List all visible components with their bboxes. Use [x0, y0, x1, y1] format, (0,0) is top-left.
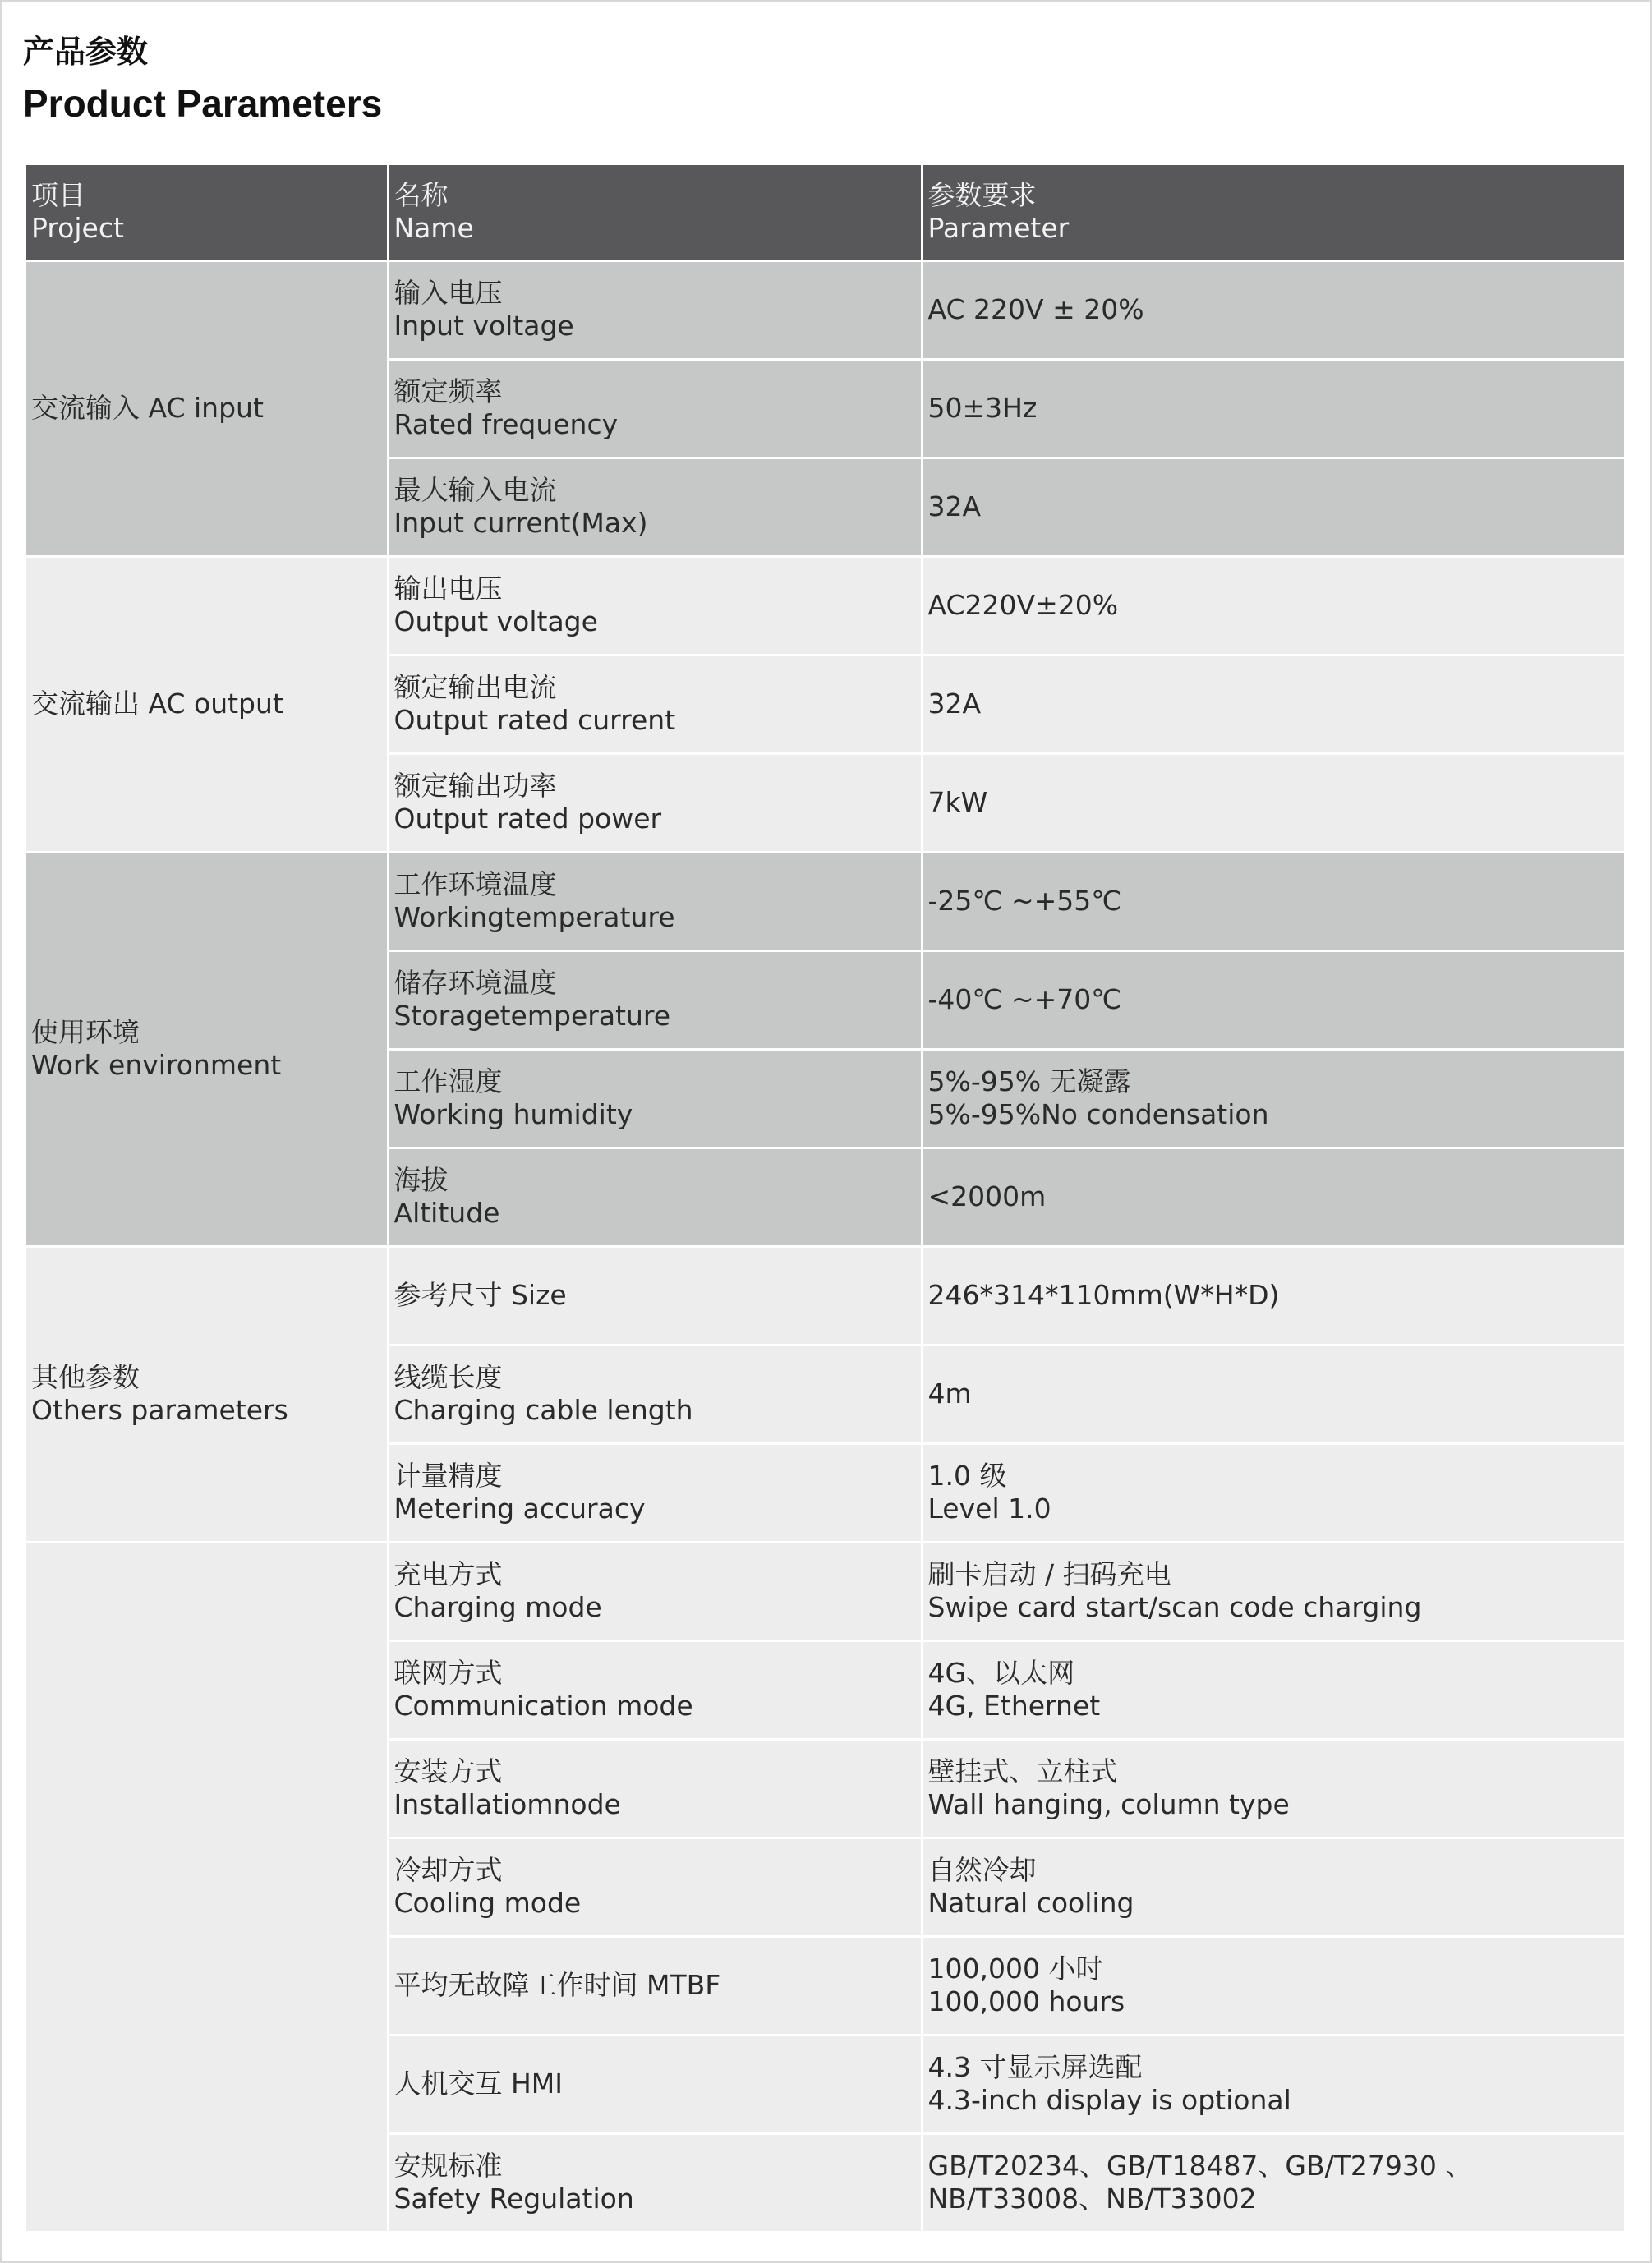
parameter-value: Level 1.0 — [927, 1493, 1051, 1525]
parameter-value-cell — [922, 1739, 1624, 1838]
parameter-name: 额定频率 — [393, 375, 503, 407]
parameter-name: Output rated power — [393, 803, 662, 835]
parameter-value-cell — [922, 753, 1624, 852]
parameter-name-cell — [388, 2035, 922, 2133]
table-row — [26, 1246, 1624, 1345]
parameter-value-cell — [922, 260, 1624, 359]
parameter-name-cell — [388, 2133, 922, 2232]
category-cell — [26, 260, 388, 556]
parameter-name: Working humidity — [393, 1098, 633, 1130]
parameter-value: 刷卡启动 / 扫码充电 — [927, 1558, 1171, 1590]
parameter-name: Output rated current — [393, 704, 676, 736]
parameter-name: 最大输入电流 — [393, 474, 557, 506]
column-header-label-cn: 名称 — [393, 179, 449, 212]
parameter-name-cell — [388, 1542, 922, 1640]
parameter-value-cell — [922, 1936, 1624, 2035]
parameter-value-cell — [922, 1246, 1624, 1345]
parameter-name: Input current(Max) — [393, 507, 648, 539]
parameter-name: 联网方式 — [393, 1657, 503, 1689]
parameter-value-cell — [922, 556, 1624, 655]
parameter-value: 4G, Ethernet — [927, 1690, 1101, 1722]
parameter-name-cell — [388, 1838, 922, 1936]
parameter-value-cell — [922, 1148, 1624, 1246]
parameter-name-cell — [388, 1148, 922, 1246]
column-header-name — [388, 165, 922, 260]
parameter-name: 海拔 — [393, 1164, 449, 1196]
table-row — [26, 556, 1624, 655]
parameter-value: 5%-95% 无凝露 — [927, 1065, 1131, 1097]
parameter-name: 冷却方式 — [393, 1854, 503, 1886]
category-cell — [26, 556, 388, 852]
parameter-value: 壁挂式、立柱式 — [927, 1755, 1118, 1787]
parameter-name: 额定输出电流 — [393, 671, 557, 703]
category-label: 其他参数 — [31, 1361, 140, 1393]
column-header-label-cn: 参数要求 — [927, 179, 1037, 212]
parameter-value-cell — [922, 2133, 1624, 2232]
parameter-name: Charging cable length — [393, 1394, 693, 1426]
parameter-value: Swipe card start/scan code charging — [927, 1591, 1422, 1623]
parameter-name-cell — [388, 1246, 922, 1345]
parameter-value: 4.3 寸显示屏选配 — [927, 2051, 1143, 2083]
category-label: 交流输出 AC output — [31, 688, 283, 720]
parameter-name: Storagetemperature — [393, 1000, 671, 1032]
column-header-label-en: Name — [393, 212, 474, 245]
parameter-name: 输入电压 — [393, 277, 503, 309]
parameter-name: 平均无故障工作时间 MTBF — [393, 1969, 721, 2001]
parameter-name: 额定输出功率 — [393, 770, 557, 802]
category-label: Work environment — [31, 1049, 282, 1081]
parameter-value: 4m — [927, 1378, 972, 1410]
parameter-name: 储存环境温度 — [393, 967, 557, 999]
parameter-name: 计量精度 — [393, 1460, 503, 1492]
parameter-value-cell — [922, 359, 1624, 458]
table-row — [26, 260, 1624, 359]
category-cell — [26, 1542, 388, 2232]
parameter-value: AC220V±20% — [927, 589, 1119, 621]
parameter-name-cell — [388, 852, 922, 950]
parameter-name: Workingtemperature — [393, 901, 675, 933]
parameter-value-cell — [922, 1049, 1624, 1148]
parameter-name-cell — [388, 753, 922, 852]
parameter-value-cell — [922, 1443, 1624, 1542]
parameter-name: Input voltage — [393, 310, 574, 342]
parameter-value: Natural cooling — [927, 1887, 1134, 1919]
parameter-name-cell — [388, 1640, 922, 1739]
parameter-name-cell — [388, 655, 922, 753]
category-label: 使用环境 — [31, 1016, 140, 1048]
category-label: Others parameters — [31, 1394, 288, 1426]
parameter-name: 安装方式 — [393, 1755, 503, 1787]
parameter-name: Communication mode — [393, 1690, 693, 1722]
parameter-value: 50±3Hz — [927, 392, 1038, 424]
parameter-value: GB/T20234、GB/T18487、GB/T27930 、 — [927, 2150, 1473, 2182]
parameter-name-cell — [388, 1443, 922, 1542]
parameter-name: Charging mode — [393, 1591, 602, 1623]
parameter-value: 7kW — [927, 786, 988, 818]
parameter-value: NB/T33008、NB/T33002 — [927, 2183, 1257, 2215]
parameter-name: 工作湿度 — [393, 1065, 503, 1097]
parameter-name: 安规标准 — [393, 2150, 503, 2182]
column-header-label-cn: 项目 — [31, 179, 85, 212]
parameter-value: AC 220V ± 20% — [927, 293, 1144, 325]
parameter-value: 100,000 小时 — [927, 1953, 1103, 1985]
parameter-name: 充电方式 — [393, 1558, 503, 1590]
parameter-name: 输出电压 — [393, 573, 503, 605]
parameter-name: 工作环境温度 — [393, 868, 557, 900]
parameter-value-cell — [922, 655, 1624, 753]
parameter-value-cell — [922, 458, 1624, 556]
parameter-name: Cooling mode — [393, 1887, 582, 1919]
table-header-row — [26, 165, 1624, 260]
parameter-name: Rated frequency — [393, 408, 619, 440]
parameter-name-cell — [388, 556, 922, 655]
parameter-value-cell — [922, 950, 1624, 1049]
parameter-name: Safety Regulation — [393, 2183, 634, 2215]
parameter-name-cell — [388, 1049, 922, 1148]
parameter-name: Output voltage — [393, 605, 598, 637]
column-header-label-en: Parameter — [927, 212, 1070, 245]
parameter-value: 100,000 hours — [927, 1985, 1125, 2017]
parameter-name-cell — [388, 950, 922, 1049]
parameter-name-cell — [388, 1936, 922, 2035]
parameter-value-cell — [922, 1640, 1624, 1739]
table-row — [26, 1542, 1624, 1640]
product-parameters-table — [26, 165, 1624, 2233]
parameter-value: 1.0 级 — [927, 1460, 1007, 1492]
parameter-value-cell — [922, 2035, 1624, 2133]
parameter-value: 246*314*110mm(W*H*D) — [927, 1279, 1280, 1311]
table-row — [26, 852, 1624, 950]
parameter-name-cell — [388, 458, 922, 556]
parameter-name: Installatiomnode — [393, 1788, 621, 1820]
parameter-value: 4.3-inch display is optional — [927, 2084, 1291, 2116]
parameter-value: 32A — [927, 688, 982, 720]
parameter-value-cell — [922, 852, 1624, 950]
parameter-name: Altitude — [393, 1197, 500, 1229]
table-header — [26, 165, 1624, 260]
parameter-value: 5%-95%No condensation — [927, 1098, 1269, 1130]
page-title-chinese: 产品参数 — [23, 34, 149, 70]
table-body — [26, 260, 1624, 2232]
parameter-name: 参考尺寸 Size — [393, 1279, 567, 1311]
parameter-value: -25℃ ~+55℃ — [927, 885, 1122, 917]
category-cell — [26, 1246, 388, 1542]
parameter-value: <2000m — [927, 1180, 1047, 1212]
parameter-value-cell — [922, 1345, 1624, 1443]
page-title-english: Product Parameters — [23, 82, 383, 125]
parameter-name-cell — [388, 260, 922, 359]
column-header-label-en: Project — [31, 212, 124, 245]
parameter-name-cell — [388, 359, 922, 458]
parameter-value: -40℃ ~+70℃ — [927, 983, 1122, 1015]
parameter-name: 线缆长度 — [393, 1361, 503, 1393]
category-cell — [26, 852, 388, 1246]
parameter-value-cell — [922, 1542, 1624, 1640]
category-label: 交流输入 AC input — [31, 392, 264, 424]
parameter-value: Wall hanging, column type — [927, 1788, 1290, 1820]
parameter-name: 人机交互 HMI — [393, 2068, 564, 2100]
parameter-name: Metering accuracy — [393, 1493, 646, 1525]
column-header-project — [26, 165, 388, 260]
parameter-value: 4G、以太网 — [927, 1657, 1075, 1689]
parameter-name-cell — [388, 1739, 922, 1838]
parameter-value: 32A — [927, 490, 982, 522]
column-header-parameter — [922, 165, 1624, 260]
parameter-value-cell — [922, 1838, 1624, 1936]
parameter-name-cell — [388, 1345, 922, 1443]
parameter-value: 自然冷却 — [927, 1854, 1037, 1886]
